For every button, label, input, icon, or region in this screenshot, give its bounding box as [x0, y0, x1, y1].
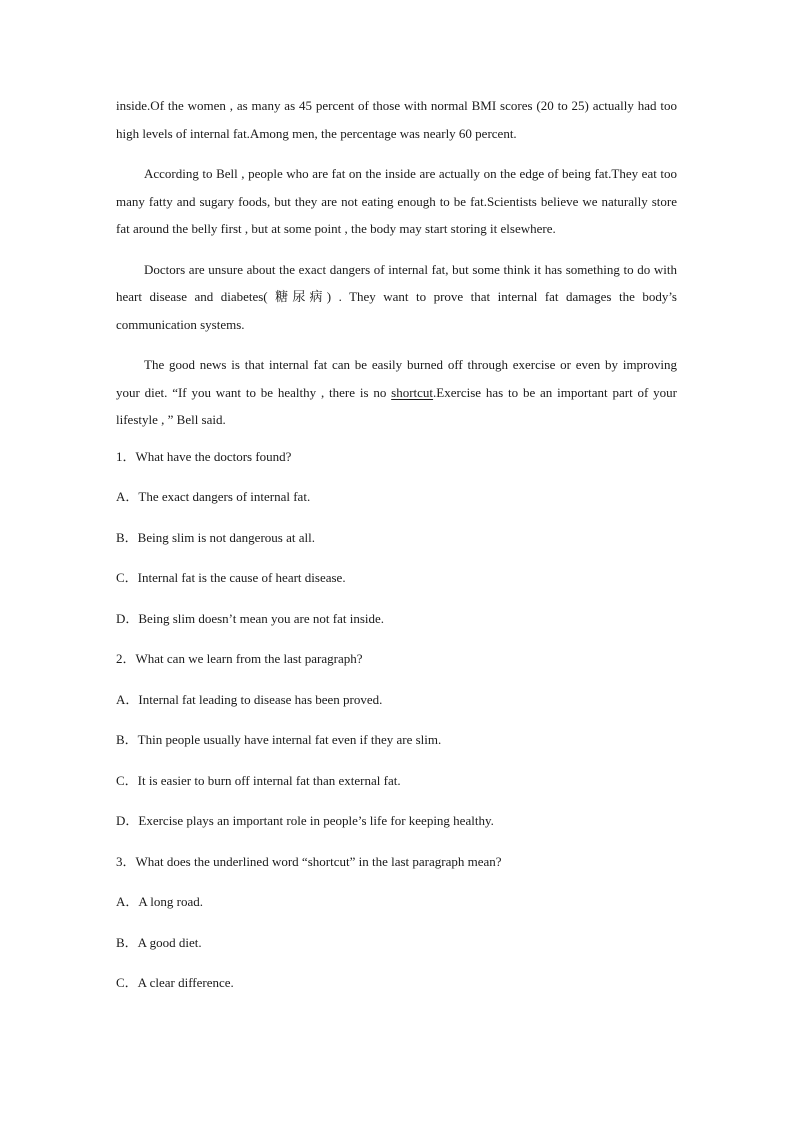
- option-c: C．A clear difference.: [116, 975, 234, 990]
- question-1: [116, 447, 677, 629]
- paragraph-4-text-start: The good news is that internal fat can be easily burned off through exercise or even by improving your diet. “If you want to be healthy , there is no: [116, 357, 677, 400]
- option-d: D．Being slim doesn’t mean you are not fat inside.: [116, 610, 385, 626]
- option-c: C．It is easier to burn off internal fat than external fat.: [116, 772, 401, 788]
- question-3: [116, 852, 677, 994]
- paragraph-4-text-end: .Exercise has to be an important part of your lifestyle , ” Bell said.: [116, 384, 677, 427]
- question-stem: 2．What can we learn from the last paragraph?: [116, 651, 363, 666]
- option-b: B．A good diet.: [116, 934, 202, 950]
- document-page: [116, 92, 677, 1014]
- passage-paragraph-3: Doctors are unsure about the exact dangers of internal fat, but some think it has something to do with heart disease and diabetes( 糖尿病) . They want to prove that internal fat damages the body’s communication systems.: [116, 261, 677, 332]
- option-a: A．Internal fat leading to disease has been proved.: [116, 691, 383, 707]
- option-b: B．Thin people usually have internal fat even if they are slim.: [116, 732, 442, 747]
- question-stem: 1．What have the doctors found?: [116, 448, 292, 464]
- option-d: D．Exercise plays an important role in people’s life for keeping healthy.: [116, 813, 494, 828]
- underlined-word-shortcut: shortcut: [391, 384, 434, 400]
- passage-paragraph-1: inside.Of the women , as many as 45 percent of those with normal BMI scores (20 to 25) actually had too high levels of internal fat.Among men, the percentage was nearly 60 percent.: [116, 98, 677, 141]
- option-a: A．A long road.: [116, 894, 204, 909]
- passage-paragraph-2: According to Bell , people who are fat on the inside are actually on the edge of being fat.They eat too many fatty and sugary foods, but they are not eating enough to be fat.Scientists believe we naturally store fat around the belly first , but at some point , the body may start storing it elsewhere.: [116, 166, 677, 236]
- option-c: C．Internal fat is the cause of heart disease.: [116, 570, 346, 585]
- question-stem: 3．What does the underlined word “shortcut” in the last paragraph mean?: [116, 853, 502, 869]
- passage-paragraph-4: [116, 351, 677, 434]
- question-2: [116, 649, 677, 831]
- option-a: A．The exact dangers of internal fat.: [116, 489, 311, 504]
- option-b: B．Being slim is not dangerous at all.: [116, 529, 315, 545]
